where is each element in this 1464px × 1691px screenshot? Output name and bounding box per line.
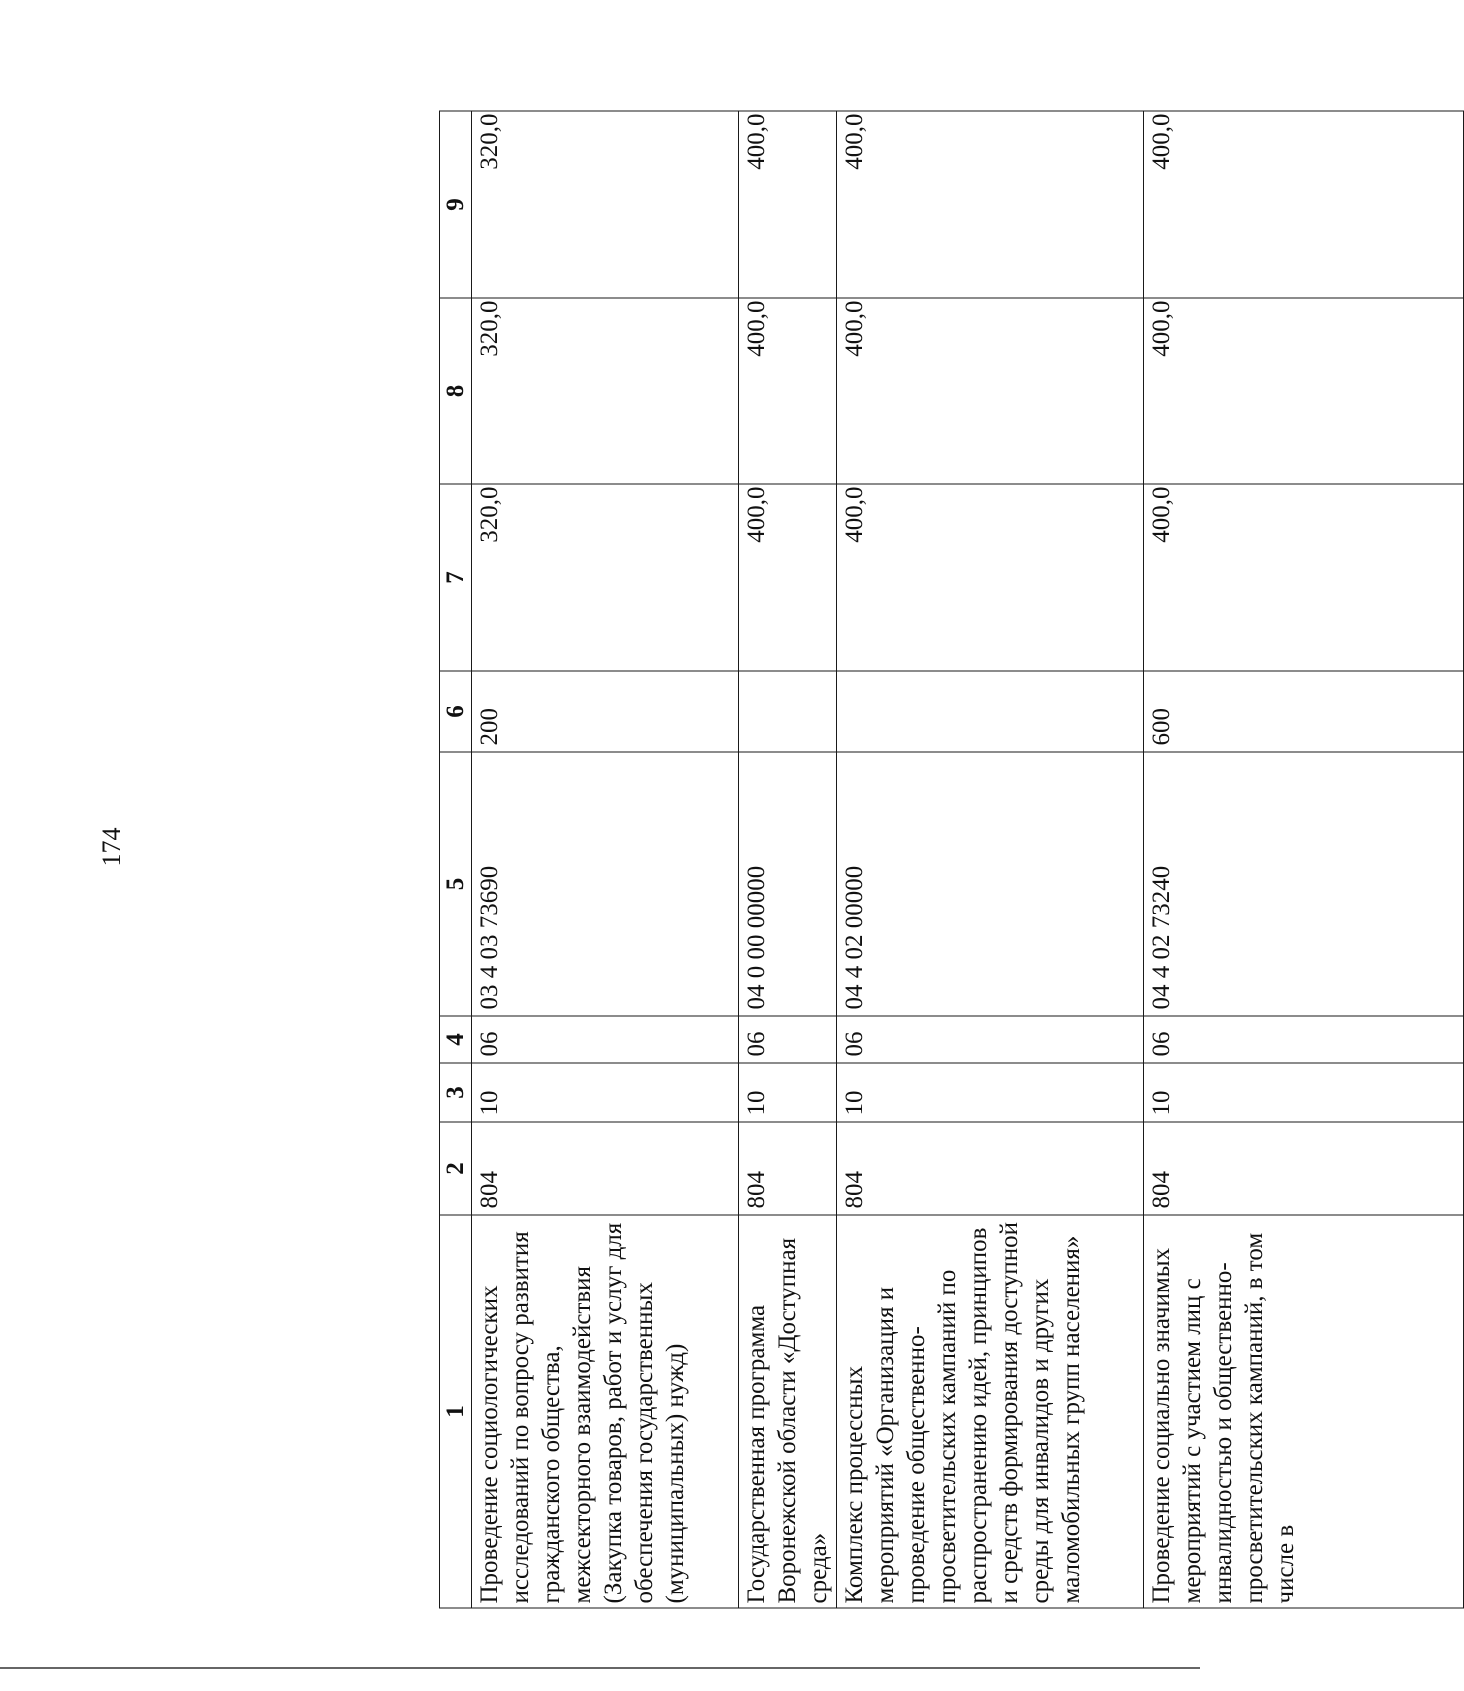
row-ministry-code: 804 xyxy=(472,1122,739,1215)
footer-rule xyxy=(0,1667,1200,1669)
row-target-article: 04 4 02 73240 xyxy=(1144,752,1464,1016)
row-target-article: 03 4 03 73690 xyxy=(472,752,739,1016)
header-col-4: 4 xyxy=(440,1016,472,1063)
header-row xyxy=(440,111,472,1608)
budget-table-frame xyxy=(439,112,1449,1609)
row-subsection-code: 06 xyxy=(837,1016,1144,1063)
row-amount-col9: 400,0 xyxy=(739,111,837,298)
row-section-code: 10 xyxy=(739,1063,837,1122)
row-subsection-code: 06 xyxy=(1144,1016,1464,1063)
row-expense-type xyxy=(739,671,837,752)
row-amount-col9: 320,0 xyxy=(472,111,739,298)
row-subsection-code: 06 xyxy=(472,1016,739,1063)
row-subsection-code: 06 xyxy=(739,1016,837,1063)
row-ministry-code: 804 xyxy=(837,1122,1144,1215)
header-col-7: 7 xyxy=(440,484,472,671)
row-amount-col7: 400,0 xyxy=(837,484,1144,671)
table-row xyxy=(837,111,1144,1608)
header-col-2: 2 xyxy=(440,1122,472,1215)
row-name: Проведение социологических исследований по вопросу развития гражданского общества, межсекторного взаимодействия (Закупка товаров, работ и услуг для обеспечения государственных (муниципальных) нужд) xyxy=(472,1215,739,1608)
row-ministry-code: 804 xyxy=(1144,1122,1464,1215)
row-expense-type: 600 xyxy=(1144,671,1464,752)
header-col-8: 8 xyxy=(440,298,472,484)
header-col-9: 9 xyxy=(440,111,472,298)
row-amount-col8: 400,0 xyxy=(1144,298,1464,484)
budget-table xyxy=(439,111,1464,1609)
row-section-code: 10 xyxy=(837,1063,1144,1122)
row-amount-col7: 400,0 xyxy=(1144,484,1464,671)
row-target-article: 04 4 02 00000 xyxy=(837,752,1144,1016)
table-row xyxy=(739,111,837,1608)
row-amount-col9: 400,0 xyxy=(1144,111,1464,298)
row-ministry-code: 804 xyxy=(739,1122,837,1215)
row-target-article: 04 0 00 00000 xyxy=(739,752,837,1016)
header-col-5: 5 xyxy=(440,752,472,1016)
table-row xyxy=(1144,111,1464,1608)
row-expense-type xyxy=(837,671,1144,752)
table-row xyxy=(472,111,739,1608)
row-amount-col8: 320,0 xyxy=(472,298,739,484)
row-amount-col8: 400,0 xyxy=(739,298,837,484)
row-amount-col7: 400,0 xyxy=(739,484,837,671)
row-amount-col8: 400,0 xyxy=(837,298,1144,484)
row-name: Проведение социально значимых мероприятий с участием лиц с инвалидностью и общественно-просветительских кампаний, в том числе в xyxy=(1144,1215,1464,1608)
row-amount-col7: 320,0 xyxy=(472,484,739,671)
row-expense-type: 200 xyxy=(472,671,739,752)
row-section-code: 10 xyxy=(472,1063,739,1122)
row-section-code: 10 xyxy=(1144,1063,1464,1122)
row-name: Комплекс процессных мероприятий «Организация и проведение общественно-просветительских кампаний по распространению идей, принципов и средств формирования доступной среды для инвалидов и других маломобильных групп населения» xyxy=(837,1215,1144,1608)
row-name: Государственная программа Воронежской области «Доступная среда» xyxy=(739,1215,837,1608)
header-col-6: 6 xyxy=(440,671,472,752)
row-amount-col9: 400,0 xyxy=(837,111,1144,298)
header-col-3: 3 xyxy=(440,1063,472,1122)
page-number: 174 xyxy=(97,827,126,867)
header-col-1: 1 xyxy=(440,1215,472,1608)
